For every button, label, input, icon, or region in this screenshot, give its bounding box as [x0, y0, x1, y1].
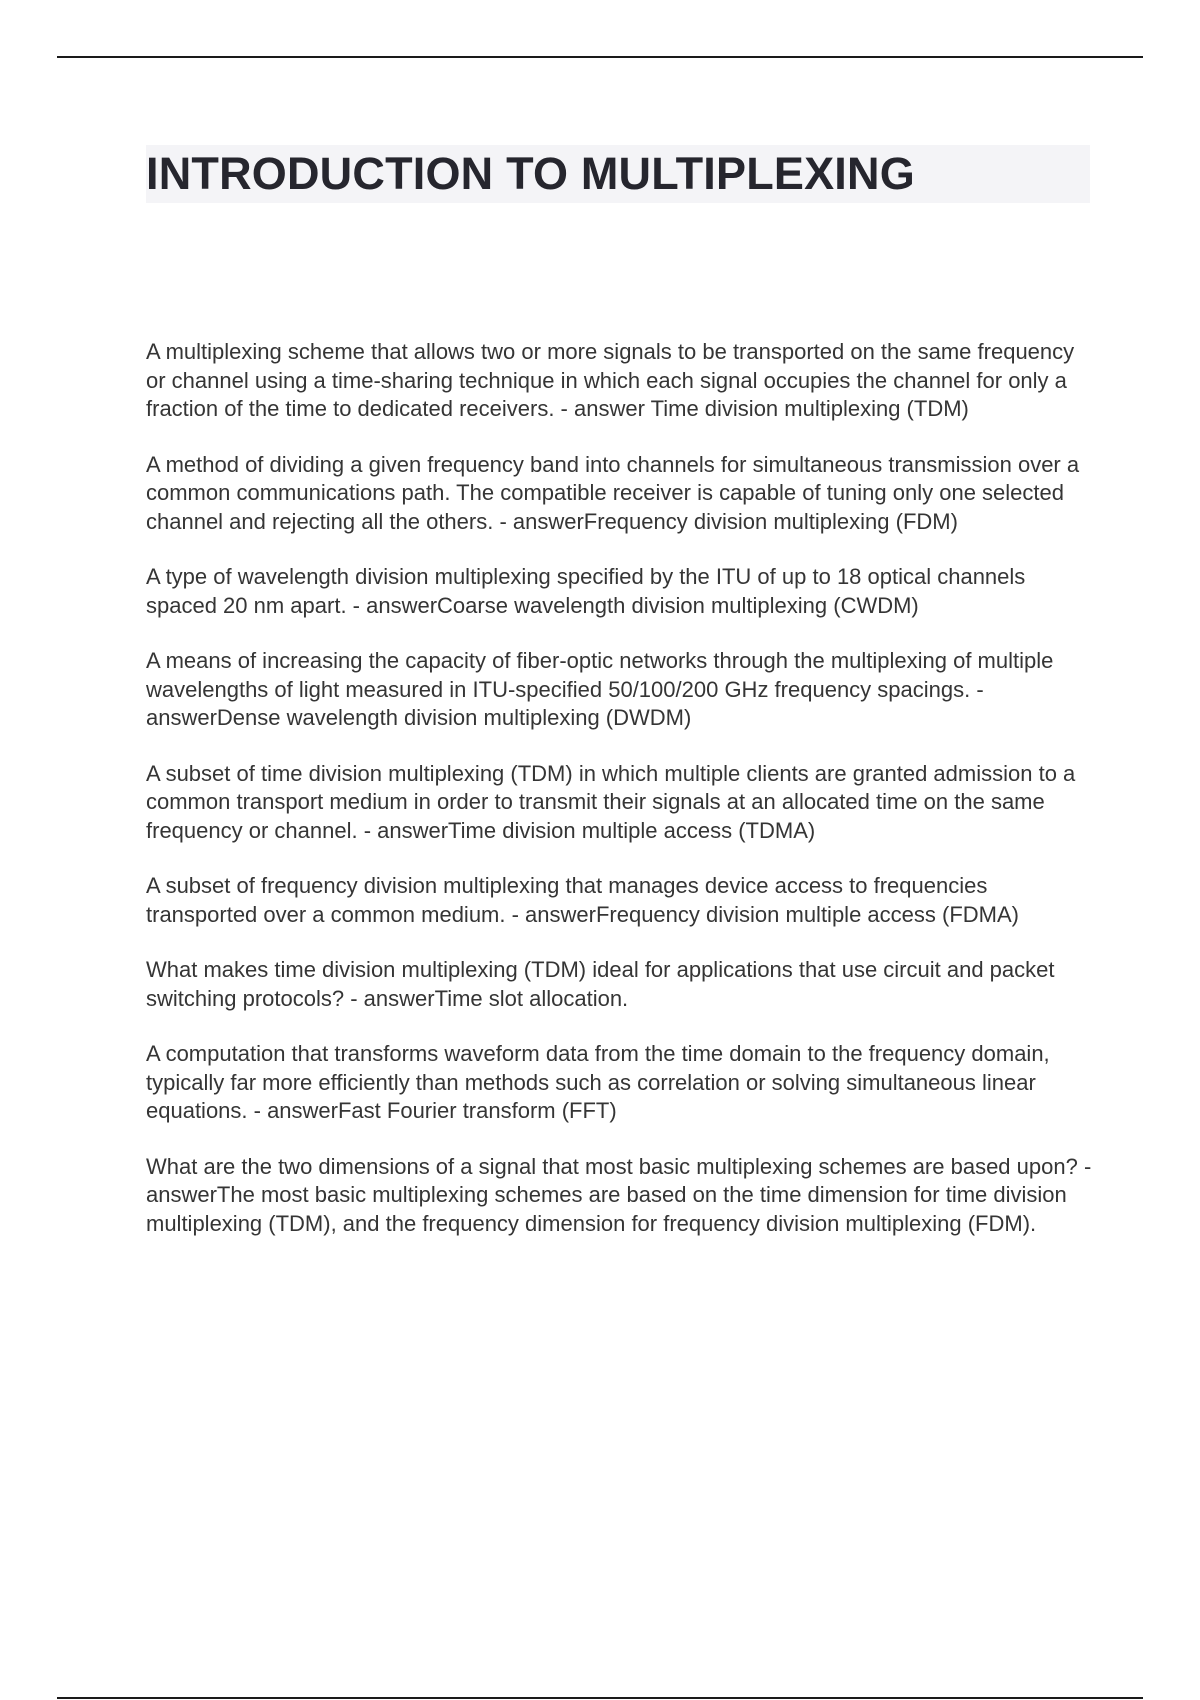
qa-entry: A means of increasing the capacity of fiber-optic networks through the multiplexing of multiple wavelengths of light measured in ITU-specified 50/100/200 GHz frequency spacings. - answerDense wavelength division multiplexing (DWDM)	[146, 648, 1054, 730]
qa-entry: A subset of time division multiplexing (TDM) in which multiple clients are granted admission to a common transport medium in order to transmit their signals at an allocated time on the same frequency or channel. - answerTime division multiple access (TDMA)	[146, 760, 1076, 843]
qa-entry: A type of wavelength division multiplexing specified by the ITU of up to 18 optical channels spaced 20 nm apart. - answerCoarse wavelength division multiplexing (CWDM)	[146, 564, 1026, 618]
page-title: INTRODUCTION TO MULTIPLEXING	[146, 148, 915, 199]
qa-entry: A method of dividing a given frequency band into channels for simultaneous transmission over a common communications path. The compatible receiver is capable of tuning only one selected channel and rejecting all the others. - answerFrequency division multiplexing (FDM)	[146, 451, 1080, 534]
qa-entry: What are the two dimensions of a signal that most basic multiplexing schemes are based upon? - answerThe most basic multiplexing schemes are based on the time dimension for time division multiplexing (TDM), and the frequency dimension for frequency division multiplexing (FDM).	[146, 1153, 1092, 1236]
qa-entry: A subset of frequency division multiplexing that manages device access to frequencies transported over a common medium. - answerFrequency division multiple access (FDMA)	[146, 873, 1019, 927]
qa-entry: What makes time division multiplexing (TDM) ideal for applications that use circuit and packet switching protocols? - answerTime slot allocation.	[146, 957, 1055, 1011]
qa-entry: A multiplexing scheme that allows two or more signals to be transported on the same frequency or channel using a time-sharing technique in which each signal occupies the channel for only a fraction of the time to dedicated receivers. - answer Time division multiplexing (TDM)	[146, 339, 1075, 421]
document-body	[146, 338, 1096, 1265]
qa-entry: A computation that transforms waveform data from the time domain to the frequency domain, typically far more efficiently than methods such as correlation or solving simultaneous linear equations. - answerFast Fourier transform (FFT)	[146, 1041, 1050, 1123]
bottom-divider	[57, 1697, 1143, 1699]
top-divider	[57, 56, 1143, 58]
